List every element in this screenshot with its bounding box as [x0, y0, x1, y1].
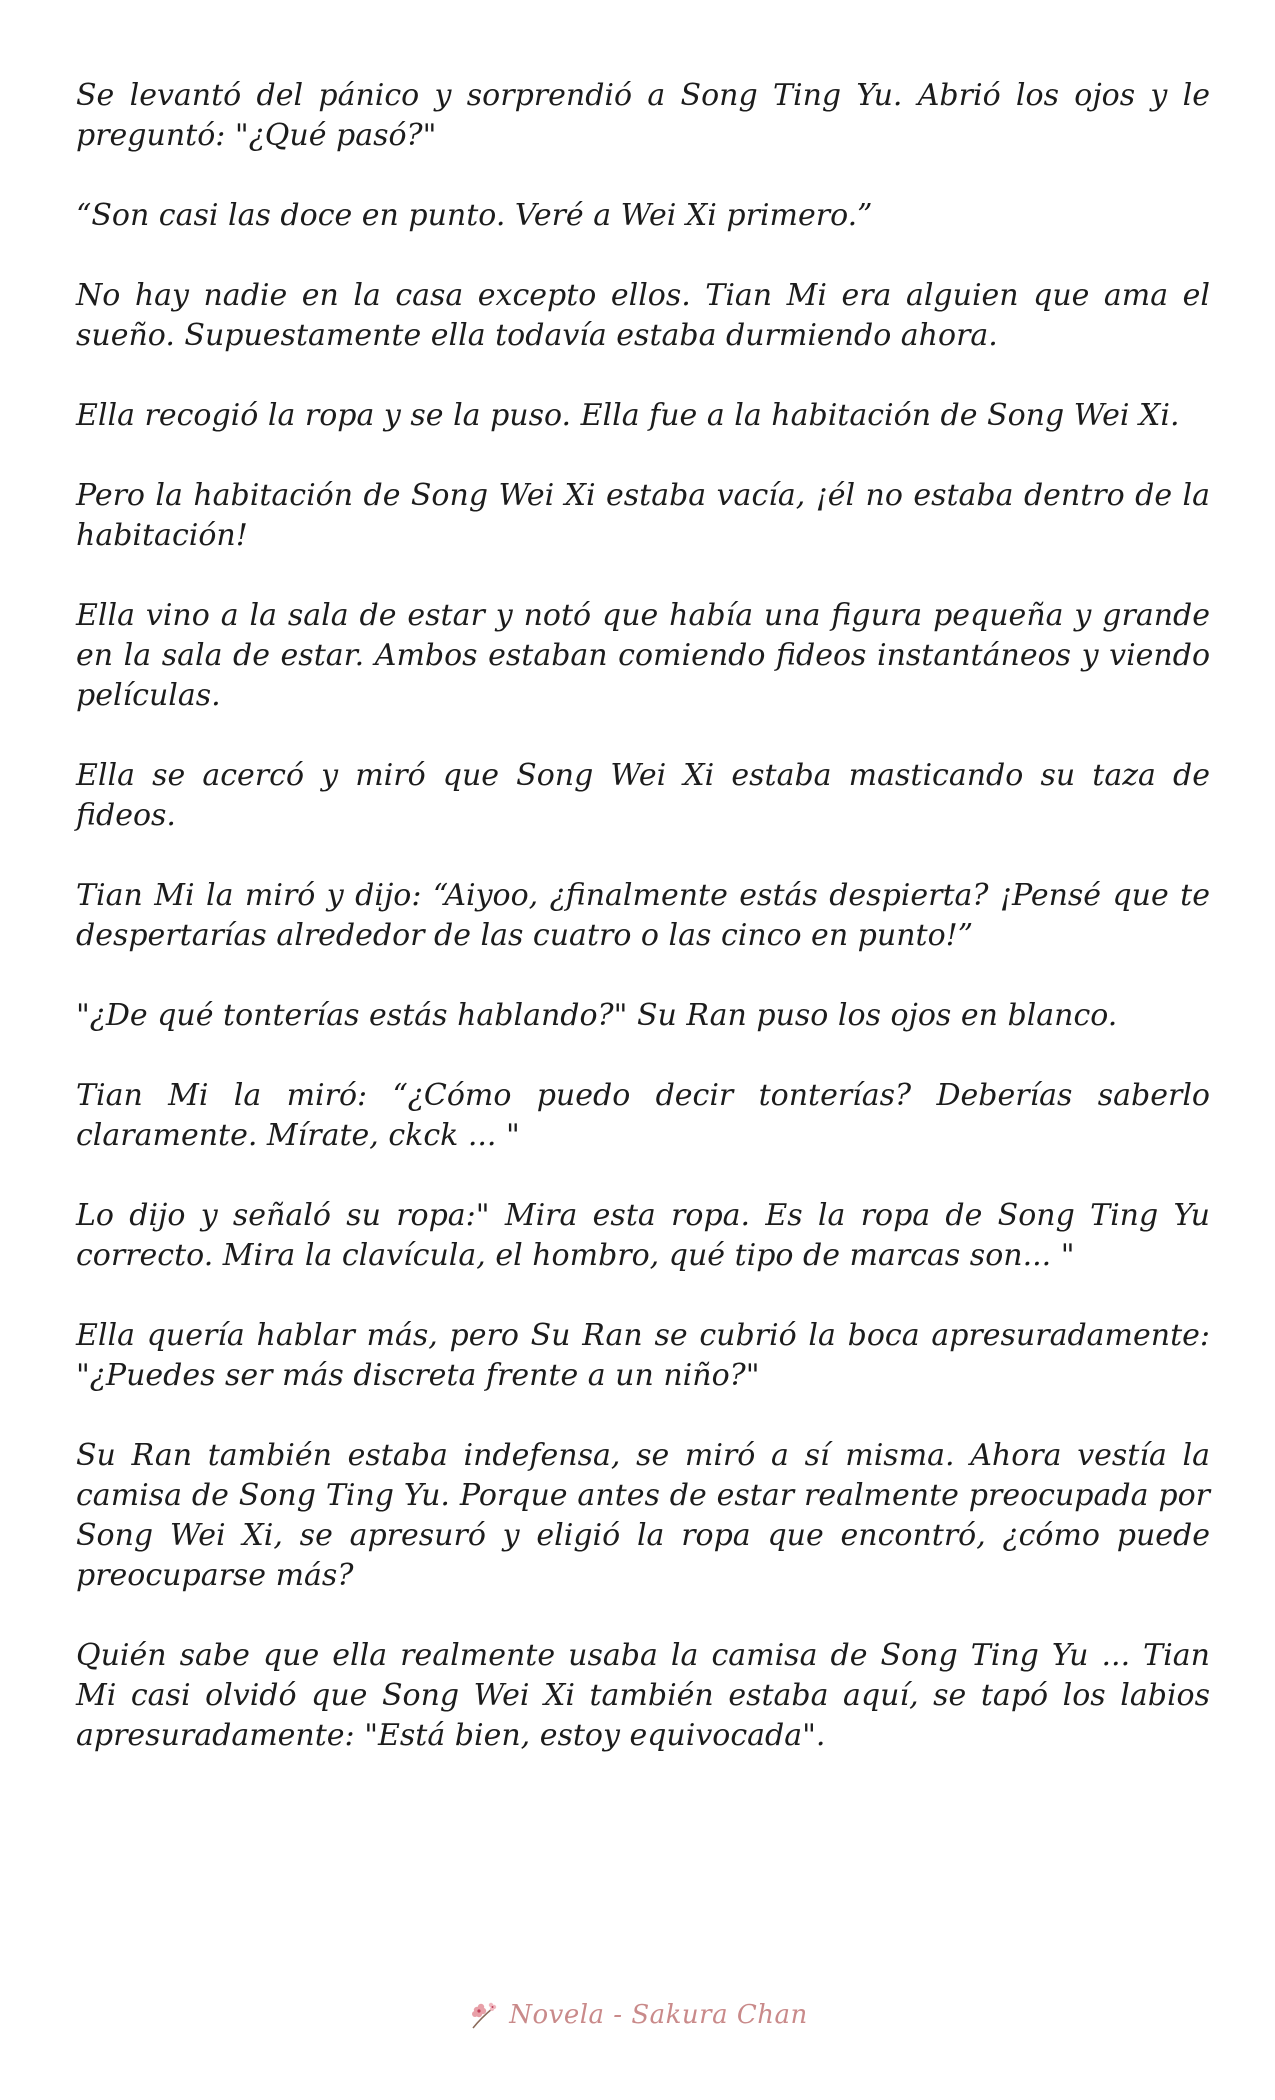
paragraph-3: No hay nadie en la casa excepto ellos. Tian Mi era alguien que ama el sueño. Supuestamente ella todavía estaba durmiendo ahora. — [76, 278, 1210, 353]
sakura-blossom-icon — [467, 1998, 501, 2032]
footer-watermark — [0, 1998, 1275, 2032]
paragraph-10: Tian Mi la miró: “¿Cómo puedo decir tonterías? Deberías saberlo claramente. Mírate, ckck ... " — [76, 1078, 1210, 1153]
paragraph-12: Ella quería hablar más, pero Su Ran se cubrió la boca apresuradamente: "¿Puedes ser más discreta frente a un niño?" — [76, 1318, 1210, 1393]
paragraph-4: Ella recogió la ropa y se la puso. Ella fue a la habitación de Song Wei Xi. — [76, 398, 1180, 433]
paragraph-5: Pero la habitación de Song Wei Xi estaba vacía, ¡él no estaba dentro de la habitación! — [76, 478, 1210, 553]
paragraph-2: “Son casi las doce en punto. Veré a Wei Xi primero.” — [76, 198, 873, 233]
paragraph-6: Ella vino a la sala de estar y notó que había una figura pequeña y grande en la sala de estar. Ambos estaban comiendo fideos instantáneos y viendo películas. — [76, 598, 1210, 713]
paragraph-8: Tian Mi la miró y dijo: “Aiyoo, ¿finalmente estás despierta? ¡Pensé que te despertarías alrededor de las cuatro o las cinco en punto!” — [76, 878, 1210, 953]
paragraph-14: Quién sabe que ella realmente usaba la camisa de Song Ting Yu ... Tian Mi casi olvidó que Song Wei Xi también estaba aquí, se tapó los labios apresuradamente: "Está bien, estoy equivocada". — [76, 1638, 1210, 1753]
paragraph-9: "¿De qué tonterías estás hablando?" Su Ran puso los ojos en blanco. — [76, 998, 1118, 1033]
paragraph-1: Se levantó del pánico y sorprendió a Song Ting Yu. Abrió los ojos y le preguntó: "¿Qué pasó?" — [76, 78, 1210, 153]
footer-credit: Novela - Sakura Chan — [509, 2000, 808, 2030]
paragraph-13: Su Ran también estaba indefensa, se miró a sí misma. Ahora vestía la camisa de Song Ting Yu. Porque antes de estar realmente preocupada por Song Wei Xi, se apresuró y eligió la ropa que encontró, ¿cómo puede preocuparse más? — [76, 1438, 1210, 1593]
paragraph-11: Lo dijo y señaló su ropa:" Mira esta ropa. Es la ropa de Song Ting Yu correcto. Mira la clavícula, el hombro, qué tipo de marcas son... " — [76, 1198, 1210, 1273]
paragraph-7: Ella se acercó y miró que Song Wei Xi estaba masticando su taza de fideos. — [76, 758, 1210, 833]
document-body — [76, 76, 1210, 1796]
